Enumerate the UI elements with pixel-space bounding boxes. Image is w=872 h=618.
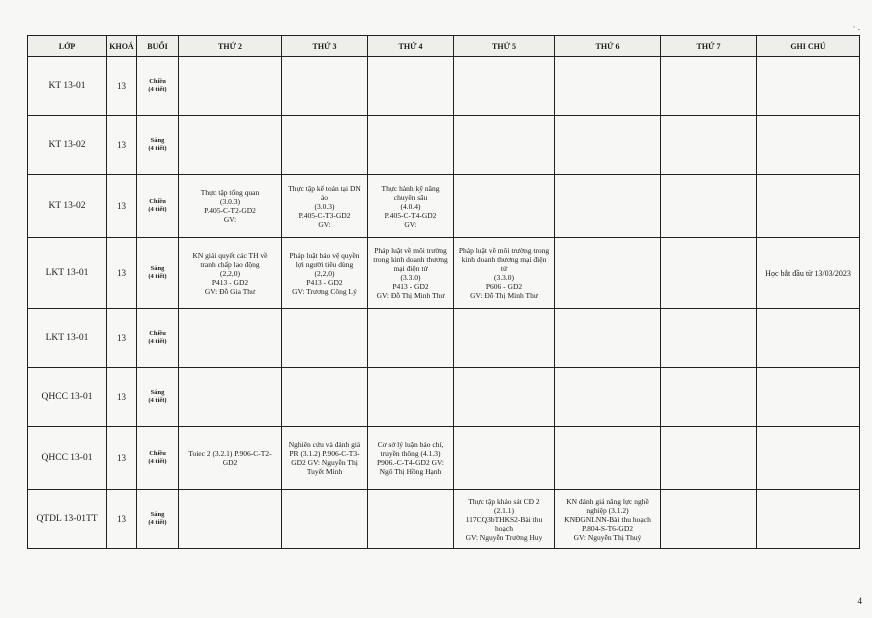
course-line: (2.1.1) (494, 505, 514, 515)
course-line: 117CQ3bTHKS2-Bài thu (465, 514, 543, 524)
course-line: truyền thông (4.1.3) (380, 449, 441, 458)
course-line: PR (3.1.2) P.906-C-T3- (289, 449, 360, 458)
day-cell-wed (368, 427, 454, 490)
day-cell-sat (661, 368, 757, 427)
header-year: KHOÁ (107, 36, 137, 57)
day-cell-tue (282, 368, 368, 427)
header-row (28, 36, 860, 57)
course-line: Pháp luật bảo vệ quyền (289, 250, 360, 260)
session-cell (137, 175, 179, 238)
course-line: GV: Đỗ Thị Minh Thư (376, 291, 445, 300)
day-cell-sat (661, 116, 757, 175)
session-line: (4 tiết) (148, 273, 167, 280)
session-line: Sáng (150, 511, 165, 518)
note-cell: Học bắt đầu từ 13/03/2023 (757, 238, 860, 309)
day-cell-wed (368, 57, 454, 116)
session-line: Sáng (150, 137, 165, 144)
year-cell: 13 (107, 427, 137, 490)
day-cell-wed (368, 368, 454, 427)
course-line: nghiệp (3.1.2) (586, 505, 629, 515)
course-line: GV: (223, 215, 237, 224)
table-row (28, 175, 860, 238)
session-line: (4 tiết) (148, 519, 167, 526)
header-note: GHI CHÚ (757, 36, 860, 57)
session-line: Chiều (149, 198, 166, 205)
day-cell-sat (661, 309, 757, 368)
course-line: tử (500, 264, 508, 273)
day-cell-tue (282, 490, 368, 549)
course-line: KN đánh giá năng lực nghề (566, 496, 649, 506)
day-cell-fri (555, 427, 661, 490)
day-cell-mon (179, 238, 282, 309)
class-cell: QHCC 13-01 (28, 368, 107, 427)
note-cell (757, 368, 860, 427)
header-class: LỚP (28, 36, 107, 57)
session-cell (137, 309, 179, 368)
course-line: hoạch (495, 523, 513, 533)
day-cell-wed (368, 490, 454, 549)
course-line: P.804-S-T6-GD2 (581, 523, 634, 533)
table-row (28, 57, 860, 116)
session-line: (4 tiết) (148, 338, 167, 345)
year-cell: 13 (107, 116, 137, 175)
course-line: Thực hành kỹ năng (381, 183, 440, 193)
course-line: P413 - GD2 (211, 277, 249, 287)
note-cell (757, 116, 860, 175)
table-row (28, 238, 860, 309)
course-line: GV: Trương Công Lý (292, 286, 357, 296)
table-row (28, 368, 860, 427)
day-cell-sat (661, 57, 757, 116)
year-cell: 13 (107, 238, 137, 309)
course-line: GV: (404, 219, 417, 229)
day-cell-tue (282, 238, 368, 309)
day-cell-fri (555, 238, 661, 309)
header-thu: THỨ 5 (454, 36, 555, 57)
course-line: Ngô Thị Hồng Hạnh (379, 467, 442, 476)
table-row (28, 427, 860, 490)
course-line: lợi người tiêu dùng (295, 259, 354, 269)
day-cell-wed (368, 309, 454, 368)
note-cell (757, 427, 860, 490)
course-line: GV: (318, 219, 331, 229)
class-cell: LKT 13-01 (28, 309, 107, 368)
course-line: GD2 GV: Nguyễn Thị (291, 458, 358, 467)
day-cell-thu (454, 490, 555, 549)
table-row (28, 490, 860, 549)
year-cell: 13 (107, 490, 137, 549)
course-line: GV: Nguyễn Trường Huy (465, 532, 543, 542)
course-line: (2,2,0) (220, 268, 240, 278)
day-cell-sat (661, 427, 757, 490)
course-line: Toiec 2 (3.2.1) P.906-C-T2- (188, 449, 272, 458)
schedule-sheet (27, 35, 859, 549)
day-cell-sat (661, 175, 757, 238)
day-cell-mon (179, 368, 282, 427)
table-row (28, 116, 860, 175)
course-line: P.405-C-T2-GD2 (204, 206, 256, 215)
course-line: KN giải quyết các TH về (192, 250, 268, 260)
session-line: (4 tiết) (148, 206, 167, 213)
course-line: tranh chấp lao động (200, 259, 260, 269)
course-line: P906.-C-T4-GD2 GV: (377, 458, 444, 467)
header-session: BUỔI (137, 36, 179, 57)
header-tue: THỨ 3 (282, 36, 368, 57)
session-cell (137, 368, 179, 427)
note-cell (757, 57, 860, 116)
session-line: Sáng (150, 389, 165, 396)
class-cell: QTDL 13-01TT (28, 490, 107, 549)
course-line: trong kinh doanh thương (373, 255, 448, 264)
session-line: Chiều (149, 450, 166, 457)
day-cell-tue (282, 175, 368, 238)
course-line: Thực tập khảo sát CĐ 2 (468, 496, 540, 506)
class-cell: QHCC 13-01 (28, 427, 107, 490)
day-cell-sat (661, 238, 757, 309)
course-line: chuyên sâu (393, 192, 428, 202)
course-line: ảo (320, 192, 329, 202)
header-mon: THỨ 2 (179, 36, 282, 57)
day-cell-thu (454, 368, 555, 427)
course-line: Pháp luật về môi trường trong (458, 246, 550, 255)
class-cell: LKT 13-01 (28, 238, 107, 309)
course-line: GV: Đỗ Gia Thư (204, 286, 256, 296)
course-line: P.405-C-T4-GD2 (384, 210, 437, 220)
session-cell (137, 238, 179, 309)
page-number: 4 (857, 596, 862, 606)
header-fri: THỨ 6 (555, 36, 661, 57)
table-row (28, 309, 860, 368)
header-wed: THỨ 4 (368, 36, 454, 57)
day-cell-thu (454, 238, 555, 309)
class-cell: KT 13-02 (28, 175, 107, 238)
year-cell: 13 (107, 368, 137, 427)
session-line: (4 tiết) (148, 145, 167, 152)
day-cell-sat (661, 490, 757, 549)
session-cell (137, 116, 179, 175)
course-line: (3.3.0) (400, 273, 421, 282)
schedule-table (27, 35, 860, 549)
day-cell-mon (179, 116, 282, 175)
day-cell-wed (368, 238, 454, 309)
note-cell (757, 175, 860, 238)
day-cell-thu (454, 175, 555, 238)
year-cell: 13 (107, 57, 137, 116)
course-line: P413 - GD2 (306, 277, 343, 287)
course-line: (4.0.4) (400, 201, 421, 211)
course-line: Cơ sở lý luận báo chí, (377, 440, 444, 449)
year-cell: 13 (107, 175, 137, 238)
session-cell (137, 490, 179, 549)
course-line: (3.0.3) (314, 201, 335, 211)
day-cell-fri (555, 116, 661, 175)
day-cell-mon (179, 490, 282, 549)
day-cell-fri (555, 490, 661, 549)
day-cell-fri (555, 175, 661, 238)
class-cell: KT 13-02 (28, 116, 107, 175)
corner-mark: · . (852, 22, 860, 32)
course-line: (2,2,0) (314, 268, 335, 278)
day-cell-thu (454, 57, 555, 116)
day-cell-fri (555, 309, 661, 368)
course-line: GV: Nguyễn Thị Thuý (573, 532, 642, 542)
course-line: (3.0.3) (220, 197, 240, 206)
course-line: Pháp luật về môi trường (374, 246, 447, 255)
session-line: Sáng (150, 265, 165, 272)
course-line: mại điện tử (393, 264, 428, 273)
session-cell (137, 57, 179, 116)
day-cell-thu (454, 309, 555, 368)
header-sat: THỨ 7 (661, 36, 757, 57)
course-line: Nghiên cứu và đánh giá (288, 440, 361, 449)
day-cell-mon (179, 57, 282, 116)
note-cell (757, 309, 860, 368)
class-cell: KT 13-01 (28, 57, 107, 116)
day-cell-mon (179, 175, 282, 238)
day-cell-fri (555, 57, 661, 116)
note-cell (757, 490, 860, 549)
day-cell-fri (555, 368, 661, 427)
course-line: P606 - GD2 (485, 282, 523, 291)
session-line: (4 tiết) (148, 458, 167, 465)
course-line: KNĐGNLNN-Bài thu hoạch (564, 514, 651, 524)
course-line: Thực tập tổng quan (200, 188, 260, 197)
course-line: GV: Đỗ Thị Minh Thư (470, 291, 538, 300)
session-line: (4 tiết) (148, 86, 167, 93)
session-line: (4 tiết) (148, 397, 167, 404)
session-cell (137, 427, 179, 490)
course-line: Thực tập kế toán tại DN (288, 183, 361, 193)
course-line: kinh doanh thương mại điện (461, 255, 547, 264)
day-cell-tue (282, 427, 368, 490)
day-cell-wed (368, 116, 454, 175)
day-cell-tue (282, 309, 368, 368)
day-cell-mon (179, 309, 282, 368)
day-cell-tue (282, 116, 368, 175)
course-line: P.405-C-T3-GD2 (298, 210, 351, 220)
year-cell: 13 (107, 309, 137, 368)
session-line: Chiều (149, 78, 166, 85)
day-cell-wed (368, 175, 454, 238)
day-cell-thu (454, 116, 555, 175)
session-line: Chiều (149, 330, 166, 337)
course-line: GD2 (222, 458, 238, 467)
course-line: Tuyết Minh (306, 467, 343, 476)
day-cell-mon (179, 427, 282, 490)
day-cell-tue (282, 57, 368, 116)
day-cell-thu (454, 427, 555, 490)
course-line: (3.3.0) (494, 273, 514, 282)
course-line: P413 - GD2 (392, 282, 429, 291)
